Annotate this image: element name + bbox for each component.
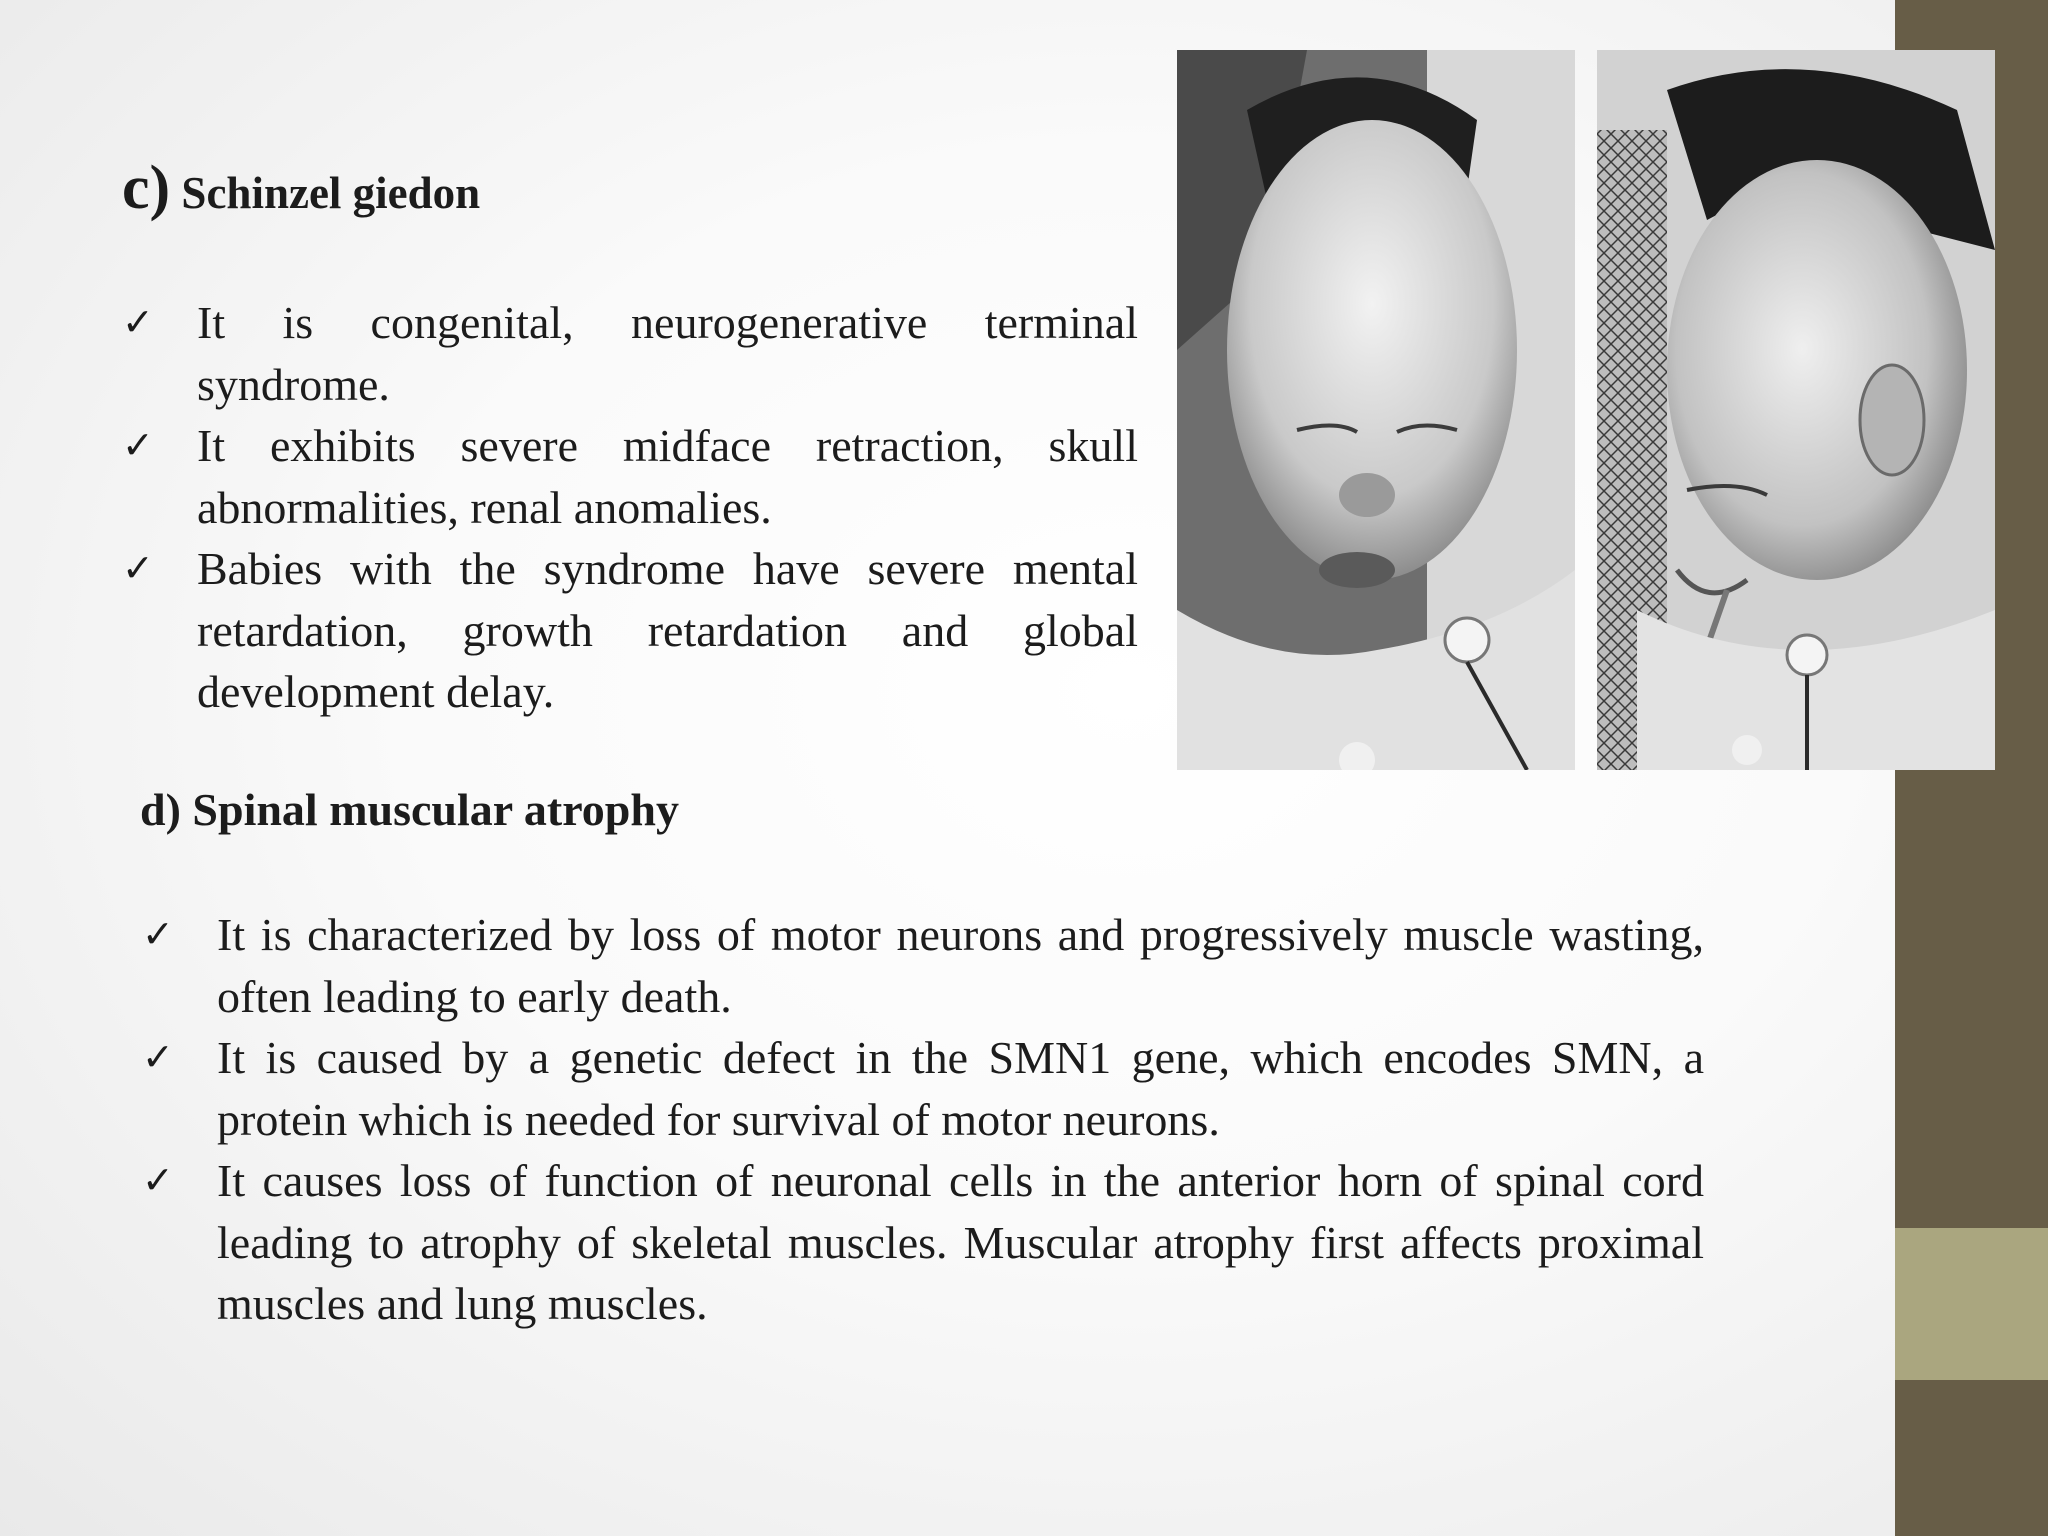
section-d-bullet-list (142, 904, 1704, 1335)
infant-photo-front (1177, 50, 1575, 770)
bullet-text: It causes loss of function of neuronal cells in the anterior horn of spinal cord leading to atrophy of skeletal muscles. Muscular atrophy first affects proximal muscles and lung muscles. (217, 1155, 1704, 1329)
infant-front-illustration (1177, 50, 1575, 770)
section-c-letter: c) (122, 154, 171, 222)
checkmark-icon: ✓ (122, 423, 154, 467)
checkmark-icon: ✓ (142, 1158, 174, 1202)
bullet-item (122, 292, 1138, 415)
bullet-item (122, 538, 1138, 723)
bullet-text: It exhibits severe midface retraction, skull abnormalities, renal anomalies. (197, 420, 1138, 533)
checkmark-icon: ✓ (122, 300, 154, 344)
bullet-item (142, 1027, 1704, 1150)
infant-photo-side (1597, 50, 1995, 770)
bullet-text: It is congenital, neurogenerative terminal syndrome. (197, 297, 1138, 410)
checkmark-icon: ✓ (142, 1035, 174, 1079)
bullet-text: It is characterized by loss of motor neurons and progressively muscle wasting, often leading to early death. (217, 909, 1704, 1022)
checkmark-icon: ✓ (122, 546, 154, 590)
bullet-text: It is caused by a genetic defect in the SMN1 gene, which encodes SMN, a protein which is needed for survival of motor neurons. (217, 1032, 1704, 1145)
bullet-text: Babies with the syndrome have severe mental retardation, growth retardation and global development delay. (197, 543, 1138, 717)
section-c-bullet-list (122, 292, 1138, 723)
bullet-item (122, 415, 1138, 538)
bullet-item (142, 1150, 1704, 1335)
sidebar-accent-block (1895, 1228, 2048, 1380)
section-d-heading: d) Spinal muscular atrophy (140, 784, 679, 835)
section-c-heading (122, 154, 481, 223)
infant-side-illustration (1597, 50, 1995, 770)
section-c-title: Schinzel giedon (181, 168, 481, 218)
bullet-item (142, 904, 1704, 1027)
checkmark-icon: ✓ (142, 912, 174, 956)
